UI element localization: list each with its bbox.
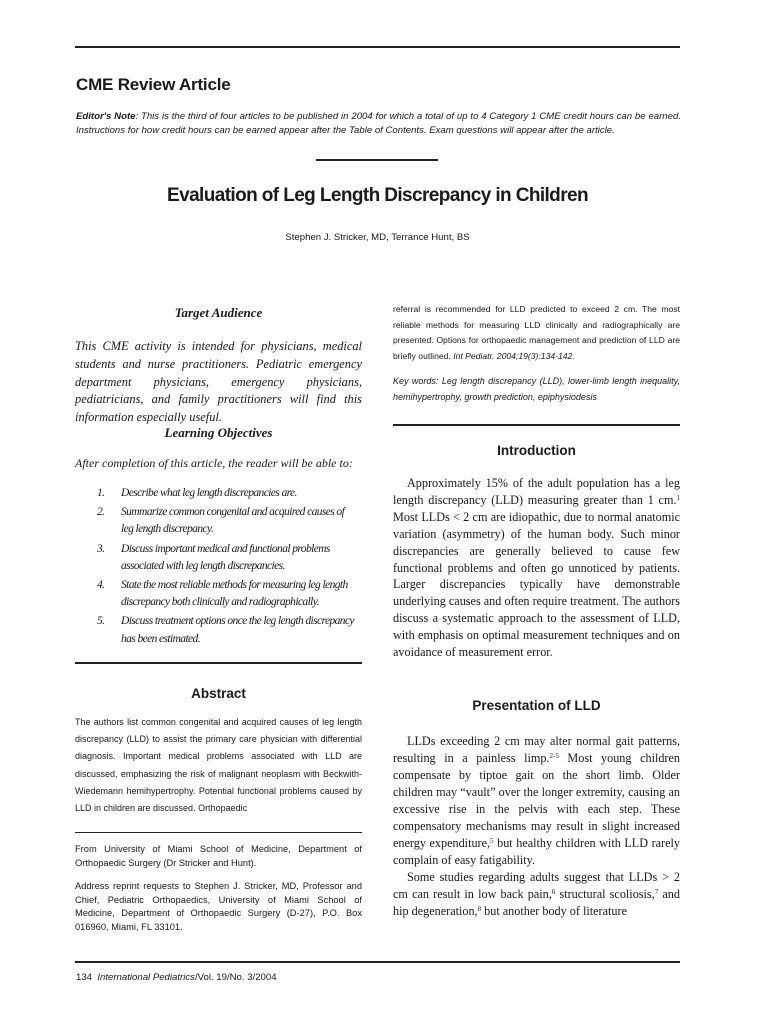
introduction-paragraph: Approximately 15% of the adult population has a leg length discrepancy (LLD) measuring greater than 1 cm.$^1$ Most LLDs < 2 cm are idiopathic, due to normal anatomic variation (asymmetry) of the human body. Such minor discrepancies are generally believed to cause few functional problems and often go unnoticed by patients. Larger discrepancies typically have demonstrable underlying causes and often require treatment. The authors discuss a systematic approach to the assessment of LLD, with emphasis on optimal measurement techniques and on avoidance of measurement error.: [393, 476, 680, 660]
reference-marker: 1: [676, 493, 680, 502]
objective-item: 1. Describe what leg length discrepancies are.: [97, 487, 297, 499]
objective-item: 5. Discuss treatment options once the leg length discrepancy has been estimated.: [97, 615, 354, 645]
reference-marker: 2-5: [549, 752, 559, 760]
title-divider: [316, 159, 438, 161]
introduction-heading: Introduction: [497, 443, 576, 458]
presentation-heading: Presentation of LLD: [472, 698, 601, 713]
learning-objectives-heading: Learning Objectives: [164, 425, 273, 440]
editors-note: [76, 110, 681, 137]
objective-item: 4. State the most reliable methods for measuring leg length discrepancy both clinically and radiographically.: [97, 579, 348, 609]
journal-name: International Pediatrics: [97, 972, 195, 983]
right-divider: [393, 424, 680, 426]
abstract-text: The authors list common congenital and acquired causes of leg length discrepancy (LLD) to assist the primary care physician with differential diagnosis. Important medical problems associated with LLD are discussed, emphasizing the risk of malignant neoplasm with Beckwith-Wiedemann hemihypertrophy. Potential functional problems caused by LLD in children are discussed. Orthopaedic: [75, 717, 362, 814]
reference-marker: 7: [654, 888, 659, 896]
target-audience-text: This CME activity is intended for physicians, medical students and nurse practitioners. Pediatric emergency department physicians, emergency physicians, pediatricians, and family practitioners will find this information especially useful.: [75, 339, 362, 425]
presentation-paragraph-2: Some studies regarding adults suggest that LLDs > 2 cm can result in low back pain,$^6$ structural scoliosis,$^7$ and hip degeneration,$^8$ but another body of literature: [393, 870, 680, 918]
editors-note-text: : This is the third of four articles to be published in 2004 for which a total of up to 4 Category 1 CME credit hours can be earned. Instructions for how credit hours can be earned appear after the Table of Contents. Exam questions will appear after the article.: [76, 111, 681, 136]
reference-marker: 6: [551, 888, 556, 896]
article-title: Evaluation of Leg Length Discrepancy in Children: [167, 185, 588, 206]
article-authors: Stephen J. Stricker, MD, Terrance Hunt, BS: [285, 232, 470, 243]
page-number: 134: [76, 972, 93, 983]
left-divider-1: [75, 662, 362, 664]
presentation-paragraph-1: LLDs exceeding 2 cm may alter normal gait patterns, resulting in a painless limp.$^{2-5}$ Most young children compensate by tiptoe gait on the short limb. Older children may “vault” over the longer extremity, causing an excessive rise in the pelvis with each step. These compensatory mechanisms may result in slight increased energy expenditure,$^5$ but healthy children with LLD rarely complain of easy fatigability.: [393, 734, 680, 867]
journal-volume: /Vol. 19/No. 3/2004: [194, 972, 277, 983]
abstract-continued: [393, 302, 680, 364]
learning-objectives-list: [75, 485, 358, 650]
abstract-citation: Int Pediatr. 2004;19(3):134-142.: [453, 350, 575, 361]
learning-objectives-intro: After completion of this article, the reader will be able to:: [75, 456, 353, 470]
section-label: CME Review Article: [76, 75, 231, 94]
keywords: Key words: Leg length discrepancy (LLD), lower-limb length inequality, hemihypertrophy, growth prediction, epiphysiodesis: [393, 376, 680, 402]
footer-rule: [75, 961, 680, 963]
reference-marker: 5: [490, 837, 494, 845]
abstract-heading: Abstract: [191, 686, 246, 701]
editors-note-label: Editor's Note: [76, 111, 136, 122]
left-divider-2: [75, 832, 362, 833]
reprint-address: Address reprint requests to Stephen J. Stricker, MD, Professor and Chief, Pediatric Orthopaedics, University of Miami School of Medicine, Department of Orthopaedic Surgery (D-27), P.O. Box 016960, Miami, FL 33101.: [75, 881, 362, 932]
objective-item: 3. Discuss important medical and functional problems associated with leg length discrepancies.: [97, 542, 330, 572]
abstract-continued-text: referral is recommended for LLD predicted to exceed 2 cm. The most reliable methods for measuring LLD clinically and radiographically are presented. Options for orthopaedic management and prediction of LLD are briefly outlined.: [393, 304, 680, 361]
reference-marker: 8: [477, 905, 482, 913]
target-audience-heading: Target Audience: [174, 305, 263, 320]
objective-item: 2. Summarize common congenital and acquired causes of leg length discrepancy.: [97, 506, 345, 536]
affiliation-from: From University of Miami School of Medicine, Department of Orthopaedic Surgery (Dr Stricker and Hunt).: [75, 844, 362, 868]
page-footer: [76, 972, 277, 983]
top-rule: [75, 46, 680, 48]
